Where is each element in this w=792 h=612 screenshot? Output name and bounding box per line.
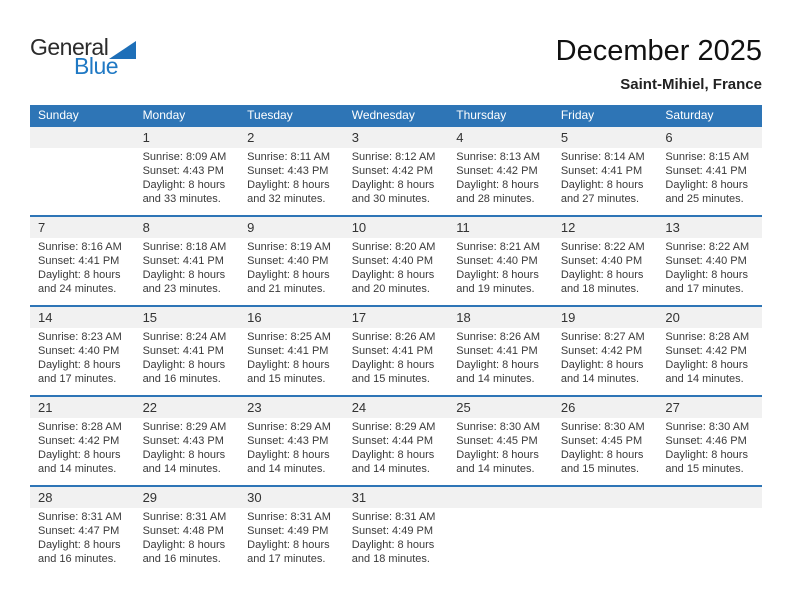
weekday-header-row <box>30 105 762 125</box>
daylight-text: Daylight: 8 hours <box>665 449 748 461</box>
sunrise-text: Sunrise: 8:22 AM <box>560 241 645 253</box>
day-number: 28 <box>30 487 135 508</box>
day-number: 11 <box>448 217 553 238</box>
day-details <box>553 418 658 476</box>
day-details <box>553 148 658 206</box>
day-number: 6 <box>657 127 762 148</box>
empty-day-cell <box>30 127 135 215</box>
weekday-header-monday: Monday <box>142 108 186 122</box>
daylight-text: and 33 minutes. <box>142 193 221 205</box>
day-details <box>657 418 762 476</box>
daylight-text: and 15 minutes. <box>665 463 744 475</box>
daylight-text: and 32 minutes. <box>247 193 326 205</box>
day-cell <box>553 397 658 485</box>
daylight-text: Daylight: 8 hours <box>560 359 644 371</box>
sunset-text: Sunset: 4:49 PM <box>351 525 434 537</box>
day-cell <box>135 127 240 215</box>
day-cell <box>239 127 344 215</box>
day-details <box>239 418 344 476</box>
day-details <box>30 418 135 476</box>
week-row <box>30 485 762 575</box>
day-cell <box>344 397 449 485</box>
day-number: 12 <box>553 217 658 238</box>
sunrise-text: Sunrise: 8:15 AM <box>665 151 750 163</box>
logo-text-general: General <box>30 34 109 60</box>
day-number: 14 <box>30 307 135 328</box>
sunset-text: Sunset: 4:44 PM <box>351 435 434 447</box>
sunrise-text: Sunrise: 8:29 AM <box>247 421 331 433</box>
sunset-text: Sunset: 4:40 PM <box>665 255 747 267</box>
day-cell <box>553 307 658 395</box>
weekday-header-tuesday: Tuesday <box>247 108 293 122</box>
day-number: 4 <box>448 127 553 148</box>
sunrise-text: Sunrise: 8:31 AM <box>38 511 122 523</box>
sunset-text: Sunset: 4:41 PM <box>38 255 120 267</box>
day-cell <box>135 307 240 395</box>
daylight-text: Daylight: 8 hours <box>38 359 121 371</box>
day-number: 27 <box>657 397 762 418</box>
general-blue-logo <box>30 36 170 78</box>
sunrise-text: Sunrise: 8:28 AM <box>38 421 122 433</box>
day-number: 7 <box>30 217 135 238</box>
day-cell <box>239 397 344 485</box>
sunset-text: Sunset: 4:42 PM <box>456 165 538 177</box>
day-number: 9 <box>239 217 344 238</box>
page-title: December 2025 <box>555 35 762 67</box>
day-number: 15 <box>135 307 240 328</box>
sunrise-text: Sunrise: 8:18 AM <box>142 241 227 253</box>
sunset-text: Sunset: 4:40 PM <box>38 345 120 357</box>
sunrise-text: Sunrise: 8:30 AM <box>665 421 750 433</box>
sunrise-text: Sunrise: 8:26 AM <box>456 331 541 343</box>
daylight-text: Daylight: 8 hours <box>456 359 539 371</box>
sunset-text: Sunset: 4:40 PM <box>351 255 434 267</box>
sunset-text: Sunset: 4:40 PM <box>247 255 329 267</box>
day-number: 24 <box>344 397 449 418</box>
day-cell <box>239 217 344 305</box>
daylight-text: and 16 minutes. <box>38 553 117 565</box>
sunrise-text: Sunrise: 8:21 AM <box>456 241 541 253</box>
daylight-text: Daylight: 8 hours <box>38 449 121 461</box>
sunset-text: Sunset: 4:45 PM <box>456 435 538 447</box>
sunset-text: Sunset: 4:42 PM <box>38 435 120 447</box>
sunrise-text: Sunrise: 8:31 AM <box>351 511 436 523</box>
sunset-text: Sunset: 4:41 PM <box>456 345 538 357</box>
daylight-text: and 14 minutes. <box>665 373 744 385</box>
day-details <box>657 238 762 296</box>
day-details <box>239 148 344 206</box>
daylight-text: Daylight: 8 hours <box>142 179 226 191</box>
day-number: 30 <box>239 487 344 508</box>
day-cell <box>30 397 135 485</box>
daylight-text: Daylight: 8 hours <box>247 359 330 371</box>
day-details <box>553 238 658 296</box>
day-cell <box>30 307 135 395</box>
day-cell <box>657 127 762 215</box>
day-cell <box>657 307 762 395</box>
sunrise-text: Sunrise: 8:29 AM <box>351 421 436 433</box>
day-details <box>135 148 240 206</box>
daylight-text: and 27 minutes. <box>560 193 640 205</box>
daylight-text: Daylight: 8 hours <box>142 269 226 281</box>
day-cell <box>344 217 449 305</box>
sunrise-text: Sunrise: 8:31 AM <box>247 511 331 523</box>
sunset-text: Sunset: 4:46 PM <box>665 435 747 447</box>
daylight-text: and 25 minutes. <box>665 193 744 205</box>
calendar-table <box>30 105 762 575</box>
weekday-header-friday: Friday <box>560 108 595 122</box>
day-cell <box>30 487 135 575</box>
sunrise-text: Sunrise: 8:31 AM <box>142 511 227 523</box>
daylight-text: and 14 minutes. <box>142 463 221 475</box>
day-details <box>30 328 135 386</box>
daylight-text: and 14 minutes. <box>560 373 640 385</box>
daylight-text: Daylight: 8 hours <box>142 359 226 371</box>
day-number: 21 <box>30 397 135 418</box>
daylight-text: and 17 minutes. <box>38 373 117 385</box>
day-details <box>448 418 553 476</box>
daylight-text: and 18 minutes. <box>560 283 640 295</box>
day-number: 10 <box>344 217 449 238</box>
sunrise-text: Sunrise: 8:20 AM <box>351 241 436 253</box>
day-number: 1 <box>135 127 240 148</box>
day-cell <box>135 217 240 305</box>
sunrise-text: Sunrise: 8:23 AM <box>38 331 122 343</box>
sunset-text: Sunset: 4:42 PM <box>560 345 643 357</box>
day-cell <box>135 397 240 485</box>
day-cell <box>344 307 449 395</box>
sunrise-text: Sunrise: 8:13 AM <box>456 151 541 163</box>
day-cell <box>135 487 240 575</box>
day-number: 26 <box>553 397 658 418</box>
day-details <box>239 328 344 386</box>
day-details <box>135 418 240 476</box>
day-details <box>344 418 449 476</box>
sunrise-text: Sunrise: 8:11 AM <box>247 151 331 163</box>
daylight-text: and 14 minutes. <box>456 463 535 475</box>
empty-day-cell <box>553 487 658 575</box>
daylight-text: Daylight: 8 hours <box>351 269 435 281</box>
sunrise-text: Sunrise: 8:24 AM <box>142 331 227 343</box>
sunrise-text: Sunrise: 8:14 AM <box>560 151 645 163</box>
empty-day-cell <box>657 487 762 575</box>
day-details <box>657 328 762 386</box>
day-number: 3 <box>344 127 449 148</box>
day-details <box>30 508 135 566</box>
day-number: 16 <box>239 307 344 328</box>
sunrise-text: Sunrise: 8:25 AM <box>247 331 331 343</box>
daylight-text: and 14 minutes. <box>351 463 430 475</box>
daylight-text: Daylight: 8 hours <box>142 449 226 461</box>
sunrise-text: Sunrise: 8:19 AM <box>247 241 331 253</box>
daylight-text: and 16 minutes. <box>142 553 221 565</box>
day-cell <box>448 127 553 215</box>
day-cell <box>448 307 553 395</box>
daylight-text: and 19 minutes. <box>456 283 535 295</box>
sunrise-text: Sunrise: 8:12 AM <box>351 151 436 163</box>
daylight-text: Daylight: 8 hours <box>247 539 330 551</box>
day-details <box>239 508 344 566</box>
daylight-text: Daylight: 8 hours <box>38 539 121 551</box>
sunrise-text: Sunrise: 8:27 AM <box>560 331 645 343</box>
daylight-text: and 14 minutes. <box>38 463 117 475</box>
sunrise-text: Sunrise: 8:28 AM <box>665 331 750 343</box>
day-number: 18 <box>448 307 553 328</box>
day-number: 8 <box>135 217 240 238</box>
sunset-text: Sunset: 4:40 PM <box>560 255 643 267</box>
sunrise-text: Sunrise: 8:09 AM <box>142 151 227 163</box>
sunrise-text: Sunrise: 8:22 AM <box>665 241 750 253</box>
day-cell <box>553 217 658 305</box>
sunset-text: Sunset: 4:41 PM <box>351 345 434 357</box>
week-row <box>30 305 762 395</box>
daylight-text: Daylight: 8 hours <box>247 269 330 281</box>
sunrise-text: Sunrise: 8:16 AM <box>38 241 122 253</box>
day-details <box>30 238 135 296</box>
sunset-text: Sunset: 4:45 PM <box>560 435 643 447</box>
day-cell <box>657 397 762 485</box>
day-cell <box>657 217 762 305</box>
day-number: 20 <box>657 307 762 328</box>
sunrise-text: Sunrise: 8:30 AM <box>560 421 645 433</box>
day-details <box>344 328 449 386</box>
daylight-text: Daylight: 8 hours <box>560 269 644 281</box>
weekday-header-saturday: Saturday <box>665 108 714 122</box>
day-details <box>239 238 344 296</box>
weeks-container <box>30 125 762 575</box>
daylight-text: and 15 minutes. <box>247 373 326 385</box>
weekday-header-sunday: Sunday <box>38 108 79 122</box>
logo-text-blue: Blue <box>74 53 119 79</box>
daylight-text: Daylight: 8 hours <box>351 539 435 551</box>
day-number: 5 <box>553 127 658 148</box>
weekday-header-wednesday: Wednesday <box>351 108 415 122</box>
day-details <box>448 238 553 296</box>
sunset-text: Sunset: 4:43 PM <box>247 165 329 177</box>
day-details <box>344 238 449 296</box>
sunset-text: Sunset: 4:43 PM <box>247 435 329 447</box>
daylight-text: Daylight: 8 hours <box>560 449 644 461</box>
empty-day-cell <box>448 487 553 575</box>
day-details <box>448 328 553 386</box>
daylight-text: Daylight: 8 hours <box>456 179 539 191</box>
day-details <box>657 148 762 206</box>
day-number: 19 <box>553 307 658 328</box>
sunset-text: Sunset: 4:40 PM <box>456 255 538 267</box>
daylight-text: Daylight: 8 hours <box>351 179 435 191</box>
day-cell <box>239 307 344 395</box>
sunset-text: Sunset: 4:42 PM <box>665 345 747 357</box>
daylight-text: and 30 minutes. <box>351 193 430 205</box>
daylight-text: and 18 minutes. <box>351 553 430 565</box>
daylight-text: Daylight: 8 hours <box>142 539 226 551</box>
daylight-text: Daylight: 8 hours <box>456 449 539 461</box>
daylight-text: Daylight: 8 hours <box>247 449 330 461</box>
page-header <box>0 0 792 103</box>
day-number <box>448 487 553 508</box>
daylight-text: Daylight: 8 hours <box>665 179 748 191</box>
daylight-text: and 17 minutes. <box>665 283 744 295</box>
day-cell <box>448 397 553 485</box>
day-number <box>553 487 658 508</box>
daylight-text: and 17 minutes. <box>247 553 326 565</box>
daylight-text: Daylight: 8 hours <box>665 269 748 281</box>
day-number: 29 <box>135 487 240 508</box>
sunset-text: Sunset: 4:41 PM <box>142 345 224 357</box>
daylight-text: and 21 minutes. <box>247 283 326 295</box>
day-number: 22 <box>135 397 240 418</box>
daylight-text: Daylight: 8 hours <box>665 359 748 371</box>
day-cell <box>30 217 135 305</box>
day-cell <box>344 127 449 215</box>
daylight-text: Daylight: 8 hours <box>351 359 435 371</box>
day-details <box>135 508 240 566</box>
daylight-text: and 24 minutes. <box>38 283 117 295</box>
sunset-text: Sunset: 4:41 PM <box>247 345 329 357</box>
sunrise-text: Sunrise: 8:29 AM <box>142 421 227 433</box>
daylight-text: and 20 minutes. <box>351 283 430 295</box>
daylight-text: Daylight: 8 hours <box>560 179 644 191</box>
sunset-text: Sunset: 4:49 PM <box>247 525 329 537</box>
daylight-text: and 15 minutes. <box>560 463 640 475</box>
day-cell <box>344 487 449 575</box>
sunset-text: Sunset: 4:41 PM <box>142 255 224 267</box>
day-number: 2 <box>239 127 344 148</box>
day-number <box>30 127 135 148</box>
day-number: 13 <box>657 217 762 238</box>
day-details <box>344 508 449 566</box>
day-number: 31 <box>344 487 449 508</box>
sunset-text: Sunset: 4:41 PM <box>665 165 747 177</box>
day-cell <box>448 217 553 305</box>
daylight-text: Daylight: 8 hours <box>456 269 539 281</box>
week-row <box>30 215 762 305</box>
day-details <box>344 148 449 206</box>
sunset-text: Sunset: 4:43 PM <box>142 165 224 177</box>
sunset-text: Sunset: 4:48 PM <box>142 525 224 537</box>
day-cell <box>553 127 658 215</box>
day-number: 23 <box>239 397 344 418</box>
day-details <box>135 238 240 296</box>
sunset-text: Sunset: 4:43 PM <box>142 435 224 447</box>
weekday-header-thursday: Thursday <box>456 108 507 122</box>
day-details <box>448 148 553 206</box>
daylight-text: Daylight: 8 hours <box>247 179 330 191</box>
sunset-text: Sunset: 4:47 PM <box>38 525 120 537</box>
week-row <box>30 125 762 215</box>
sunset-text: Sunset: 4:42 PM <box>351 165 434 177</box>
daylight-text: and 15 minutes. <box>351 373 430 385</box>
daylight-text: Daylight: 8 hours <box>38 269 121 281</box>
daylight-text: and 28 minutes. <box>456 193 535 205</box>
daylight-text: and 14 minutes. <box>456 373 535 385</box>
day-number: 25 <box>448 397 553 418</box>
daylight-text: Daylight: 8 hours <box>351 449 435 461</box>
week-row <box>30 395 762 485</box>
day-number: 17 <box>344 307 449 328</box>
sunset-text: Sunset: 4:41 PM <box>560 165 643 177</box>
daylight-text: and 23 minutes. <box>142 283 221 295</box>
day-cell <box>239 487 344 575</box>
day-number <box>657 487 762 508</box>
daylight-text: and 14 minutes. <box>247 463 326 475</box>
day-details <box>553 328 658 386</box>
day-details <box>135 328 240 386</box>
location-subtitle: Saint-Mihiel, France <box>620 75 762 93</box>
sunrise-text: Sunrise: 8:26 AM <box>351 331 436 343</box>
daylight-text: and 16 minutes. <box>142 373 221 385</box>
sunrise-text: Sunrise: 8:30 AM <box>456 421 541 433</box>
